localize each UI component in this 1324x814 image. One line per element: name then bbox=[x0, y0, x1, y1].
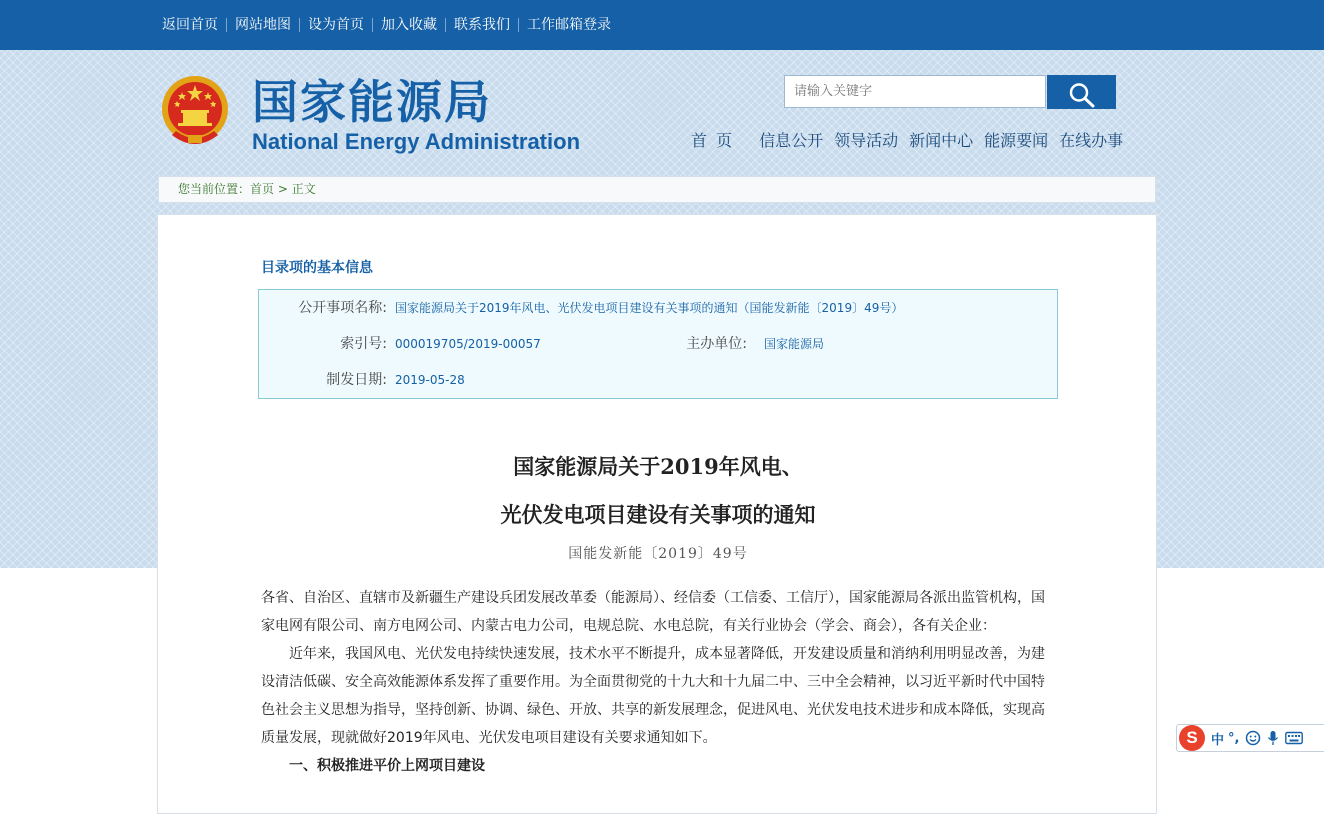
top-nav-add-favorite[interactable]: 加入收藏 bbox=[372, 18, 445, 32]
document-title-line2: 光伏发电项目建设有关事项的通知 bbox=[500, 502, 816, 527]
document-body bbox=[261, 584, 1051, 780]
document-recipients: 各省、自治区、直辖市及新疆生产建设兵团发展改革委（能源局）、经信委（工信委、工信厅），国家能源局各派出监管机构，国家电网有限公司、南方电网公司、内蒙古电力公司，电规总院、水电总院，有关行业协会（学会、商会），各有关企业： bbox=[261, 590, 1045, 634]
logo-english[interactable]: National Energy Administration bbox=[252, 129, 581, 154]
main-nav bbox=[691, 130, 1134, 152]
breadcrumb-current[interactable]: 正文 bbox=[291, 182, 316, 196]
search-button[interactable] bbox=[1047, 75, 1116, 109]
top-bar bbox=[0, 0, 1324, 50]
main-nav-leader-activities[interactable]: 领导活动 bbox=[834, 131, 899, 150]
content-panel bbox=[157, 214, 1157, 814]
top-nav-contact[interactable]: 联系我们 bbox=[445, 18, 518, 32]
document-paragraph: 近年来，我国风电、光伏发电持续快速发展，技术水平不断提升，成本显著降低，开发建设质量和消纳利用明显改善，为建设清洁低碳、安全高效能源体系发挥了重要作用。为全面贯彻党的十九大和十九届二中、三中全会精神，以习近平新时代中国特色社会主义思想为指导，坚持创新、协调、绿色、开放、共享的新发展理念，促进风电、光伏发电技术进步和成本降低，实现高质量发展，现就做好2019年风电、光伏发电项目建设有关要求通知如下。 bbox=[261, 646, 1045, 746]
main-nav-home[interactable]: 首 页 bbox=[691, 131, 735, 150]
breadcrumb-home[interactable]: 首页 bbox=[250, 182, 275, 196]
logo-chinese[interactable]: 国家能源局 bbox=[252, 75, 492, 129]
sogou-logo-icon[interactable]: S bbox=[1179, 725, 1205, 751]
document-title-line1: 国家能源局关于2019年风电、 bbox=[513, 454, 803, 479]
breadcrumb-prefix: 您当前位置： bbox=[178, 182, 251, 196]
keyboard-icon[interactable] bbox=[1285, 731, 1303, 745]
date-value: 2019-05-28 bbox=[395, 373, 465, 387]
info-box bbox=[258, 289, 1058, 399]
item-name-value: 国家能源局关于2019年风电、光伏发电项目建设有关事项的通知（国能发新能〔2019〕49号） bbox=[395, 301, 904, 315]
ime-punctuation-toggle[interactable]: °, bbox=[1228, 730, 1240, 746]
top-nav-home[interactable]: 返回首页 bbox=[162, 17, 218, 33]
ime-toolbar[interactable] bbox=[1176, 724, 1324, 752]
date-label: 制发日期: bbox=[326, 372, 387, 388]
document-heading-1: 一、积极推进平价上网项目建设 bbox=[289, 758, 485, 774]
org-value: 国家能源局 bbox=[764, 337, 825, 351]
document-number: 国能发新能〔2019〕49号 bbox=[568, 546, 748, 562]
breadcrumb-separator: > bbox=[274, 182, 292, 196]
info-row-index bbox=[259, 334, 1057, 354]
index-value: 000019705/2019-00057 bbox=[395, 337, 541, 351]
info-row-item-name bbox=[259, 298, 1057, 318]
search-input[interactable] bbox=[784, 75, 1046, 108]
top-nav-email-login[interactable]: 工作邮箱登录 bbox=[518, 18, 619, 32]
main-nav-energy-news[interactable]: 能源要闻 bbox=[984, 131, 1049, 150]
org-label: 主办单位: bbox=[686, 336, 747, 352]
index-label: 索引号: bbox=[340, 336, 387, 352]
info-section-title: 目录项的基本信息 bbox=[261, 260, 373, 276]
info-row-date bbox=[259, 370, 1057, 390]
item-name-label: 公开事项名称: bbox=[298, 300, 387, 316]
breadcrumb bbox=[158, 176, 1156, 203]
main-nav-news-center[interactable]: 新闻中心 bbox=[909, 131, 974, 150]
top-nav bbox=[162, 0, 619, 50]
main-nav-info-disclosure[interactable]: 信息公开 bbox=[759, 131, 824, 150]
national-emblem-icon[interactable] bbox=[160, 73, 230, 149]
ime-mode-toggle[interactable]: 中 bbox=[1211, 732, 1225, 748]
emoji-icon[interactable] bbox=[1245, 730, 1261, 746]
main-nav-online-services[interactable]: 在线办事 bbox=[1059, 131, 1124, 150]
microphone-icon[interactable] bbox=[1267, 730, 1279, 746]
top-nav-set-homepage[interactable]: 设为首页 bbox=[299, 18, 372, 32]
top-nav-sitemap[interactable]: 网站地图 bbox=[226, 18, 299, 32]
search-icon bbox=[1068, 82, 1096, 108]
